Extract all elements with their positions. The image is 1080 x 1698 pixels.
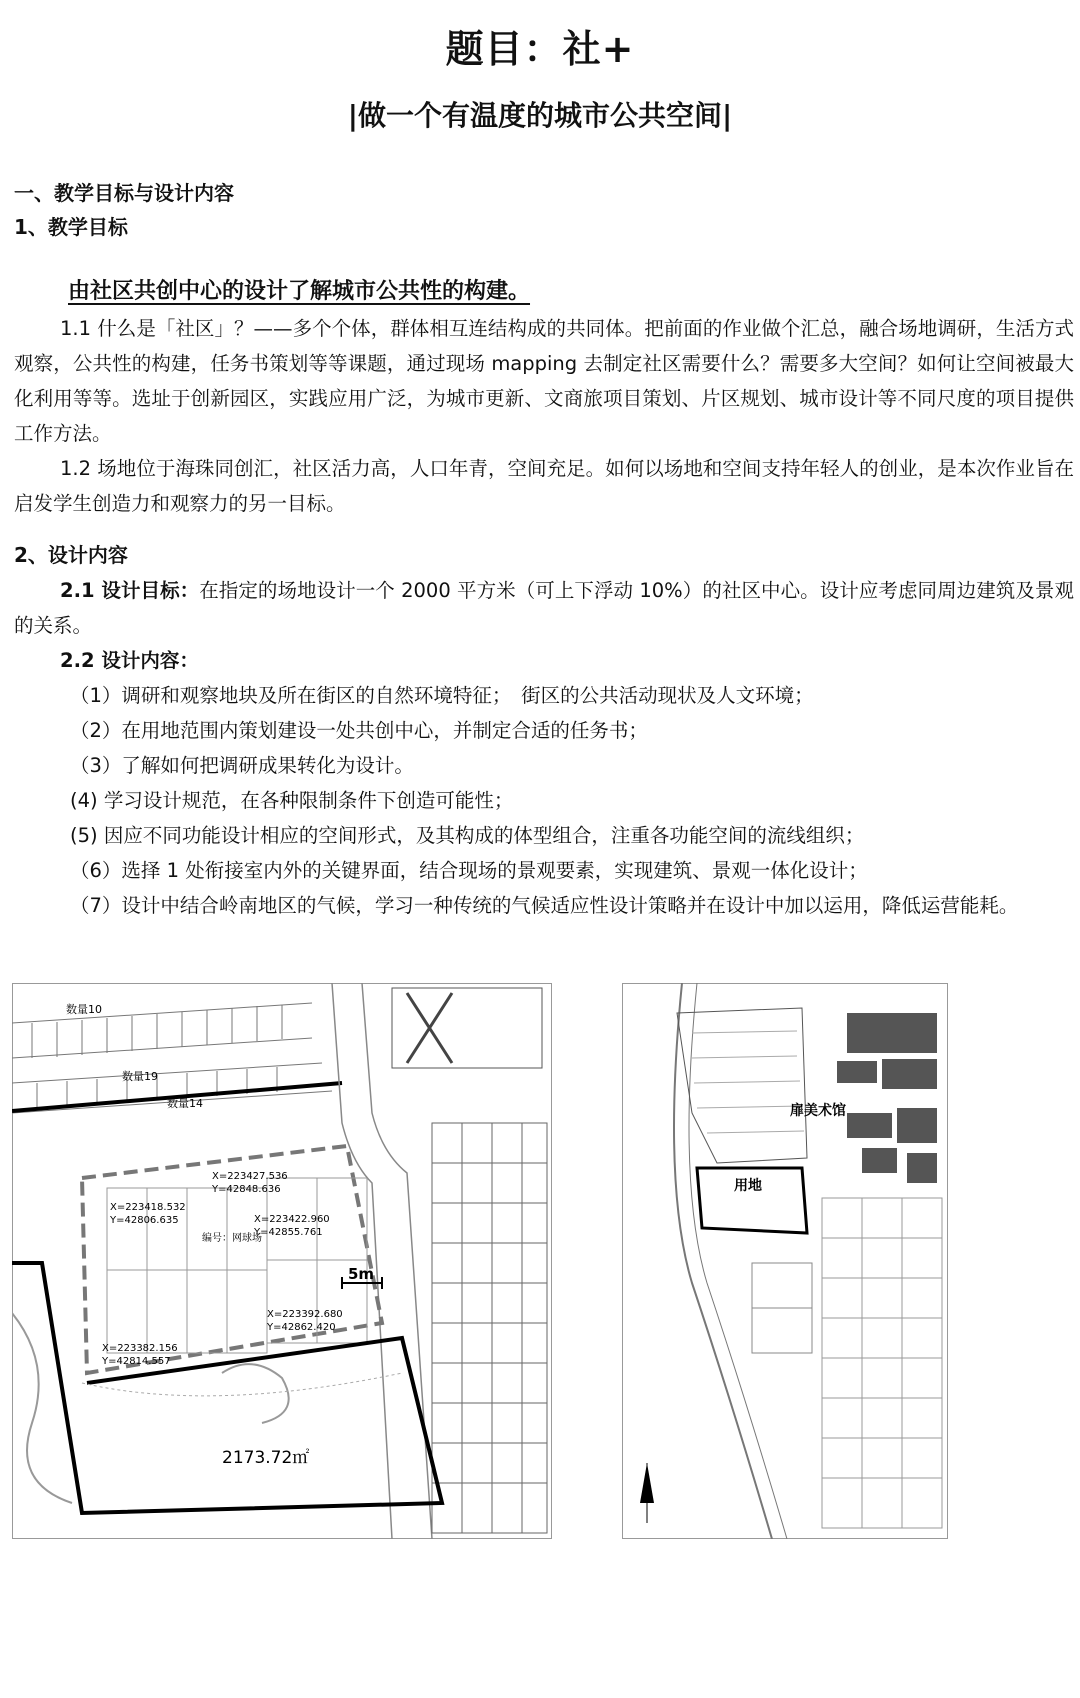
- list-item: （1）调研和观察地块及所在街区的自然环境特征； 街区的公共活动现状及人文环境；: [70, 684, 814, 707]
- design-goal-paragraph: [14, 573, 1074, 643]
- court-label: 编号：网球场: [202, 1233, 262, 1244]
- dimension-label: 5m: [348, 1265, 375, 1283]
- coordinate-label: Y=42862.420: [267, 1322, 336, 1333]
- coordinate-label: Y=42855.761: [254, 1227, 323, 1238]
- coordinate-label: Y=42806.635: [110, 1215, 179, 1226]
- coordinate-label: Y=42848.636: [212, 1184, 281, 1195]
- list-item: （3）了解如何把调研成果转化为设计。: [70, 754, 414, 777]
- coordinate-label: X=223392.680: [267, 1309, 343, 1320]
- site-plan-drawing: [12, 983, 552, 1539]
- list-item: (5) 因应不同功能设计相应的空间形式，及其构成的体型组合，注重各功能空间的流线组织；: [70, 824, 865, 847]
- museum-label: 扉美术馆: [790, 1103, 846, 1119]
- paragraph-1-2: 1.2 场地位于海珠同创汇，社区活力高，人口年青，空间充足。如何以场地和空间支持年轻人的创业，是本次作业旨在启发学生创造力和观察力的另一目标。: [14, 457, 1074, 515]
- site-label: 用地: [734, 1178, 762, 1194]
- page-subtitle: |做一个有温度的城市公共空间|: [347, 99, 733, 132]
- list-item: （6）选择 1 处衔接室内外的关键界面，结合现场的景观要素，实现建筑、景观一体化设计；: [70, 859, 868, 882]
- parking-label: 数量10: [66, 1003, 102, 1016]
- list-item: (4) 学习设计规范，在各种限制条件下创造可能性；: [70, 789, 514, 812]
- design-goal-text: 在指定的场地设计一个 2000 平方米（可上下浮动 10%）的社区中心。设计应考虑同周边建筑及景观的关系。: [14, 579, 1074, 637]
- parking-label: 数量19: [122, 1070, 158, 1083]
- sub-heading-teaching-goals: 1、教学目标: [14, 215, 128, 239]
- lead-statement: 由社区共创中心的设计了解城市公共性的构建。: [68, 279, 531, 304]
- paragraph-1-1: 1.1 什么是「社区」？——多个个体，群体相互连结构成的共同体。把前面的作业做个汇总，融合场地调研，生活方式观察，公共性的构建，任务书策划等等课题，通过现场 mapping 去制定社区需要什么？需要多大空间？如何让空间被最大化利用等等。选址于创新园区，实践应用广泛，为城市更新、文商旅项目策划、片区规划、城市设计等不同尺度的项目提供工作方法。: [14, 317, 1074, 445]
- sub-heading-design-content: 2、设计内容: [14, 543, 128, 567]
- section-heading: 一、教学目标与设计内容: [14, 181, 234, 205]
- page-title: 题目：社+: [445, 27, 635, 71]
- site-area-label: 2173.72㎡: [222, 1448, 310, 1468]
- parking-label: 数量14: [167, 1097, 203, 1110]
- list-item: （2）在用地范围内策划建设一处共创中心，并制定合适的任务书；: [70, 719, 648, 742]
- coordinate-label: X=223382.156: [102, 1343, 178, 1354]
- design-content-label: 2.2 设计内容：: [60, 649, 199, 672]
- design-goal-label: 2.1 设计目标：: [60, 579, 200, 602]
- location-plan-drawing: [622, 983, 948, 1539]
- coordinate-label: Y=42814.557: [102, 1356, 171, 1367]
- coordinate-label: X=223418.532: [110, 1202, 186, 1213]
- list-item: （7）设计中结合岭南地区的气候，学习一种传统的气候适应性设计策略并在设计中加以运用，降低运营能耗。: [70, 894, 1019, 917]
- coordinate-label: X=223422.960: [254, 1214, 330, 1225]
- coordinate-label: X=223427.536: [212, 1171, 288, 1182]
